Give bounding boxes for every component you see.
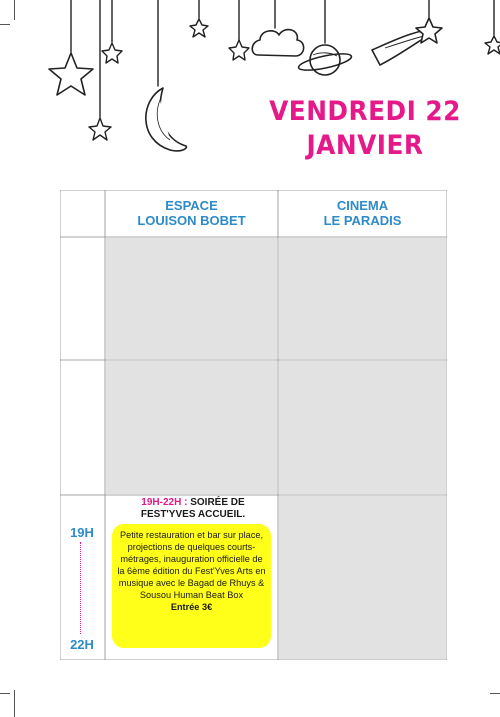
title-line-2: JANVIER bbox=[306, 130, 424, 161]
crop-mark bbox=[490, 693, 500, 694]
cell-cinema-morning bbox=[279, 238, 446, 359]
event-title bbox=[118, 497, 268, 521]
star-icon bbox=[485, 36, 500, 54]
column-header-cinema bbox=[279, 198, 446, 228]
column-header-espace-line2: LOUISON BOBET bbox=[137, 213, 246, 228]
event-title-line2: FEST'YVES ACCUEIL. bbox=[140, 509, 246, 520]
crop-mark bbox=[0, 693, 10, 694]
time-start: 19H bbox=[70, 525, 94, 540]
column-header-cinema-line1: CINEMA bbox=[336, 198, 389, 213]
event-title-rest: SOIRÉE DE bbox=[187, 497, 245, 508]
star-icon bbox=[49, 53, 93, 95]
star-icon bbox=[190, 19, 208, 37]
crop-mark bbox=[14, 690, 15, 717]
event-time: 19H-22H : bbox=[141, 497, 188, 508]
title-line-1: VENDREDI 22 bbox=[269, 96, 461, 127]
event-description: Petite restauration et bar sur place, projections de quelques courts-métrages, inauguration officielle de la 6ème édition du Fest'Yves Arts en musique avec le Bagad de Rhuys & Sousou Human Beat Box bbox=[117, 530, 266, 600]
column-header-espace-line1: ESPACE bbox=[165, 198, 218, 213]
column-header-espace bbox=[106, 198, 277, 228]
crop-mark bbox=[14, 0, 15, 20]
cloud-icon bbox=[252, 30, 303, 56]
cell-cinema-afternoon bbox=[279, 361, 446, 494]
time-range-dots bbox=[80, 542, 81, 634]
event-entry-price: Entrée 3€ bbox=[170, 602, 213, 612]
cell-espace-afternoon bbox=[106, 361, 277, 494]
event-info-box bbox=[112, 524, 271, 648]
star-icon bbox=[102, 43, 122, 63]
page-title bbox=[250, 95, 480, 163]
shooting-star-icon bbox=[372, 18, 442, 65]
planet-icon bbox=[297, 45, 352, 75]
column-header-cinema-line2: LE PARADIS bbox=[323, 213, 402, 228]
time-end: 22H bbox=[70, 637, 94, 652]
moon-icon bbox=[146, 88, 187, 151]
star-icon bbox=[89, 118, 111, 140]
star-icon bbox=[229, 40, 249, 60]
crop-mark bbox=[0, 24, 10, 25]
cell-cinema-evening bbox=[279, 496, 446, 659]
cell-espace-morning bbox=[106, 238, 277, 359]
